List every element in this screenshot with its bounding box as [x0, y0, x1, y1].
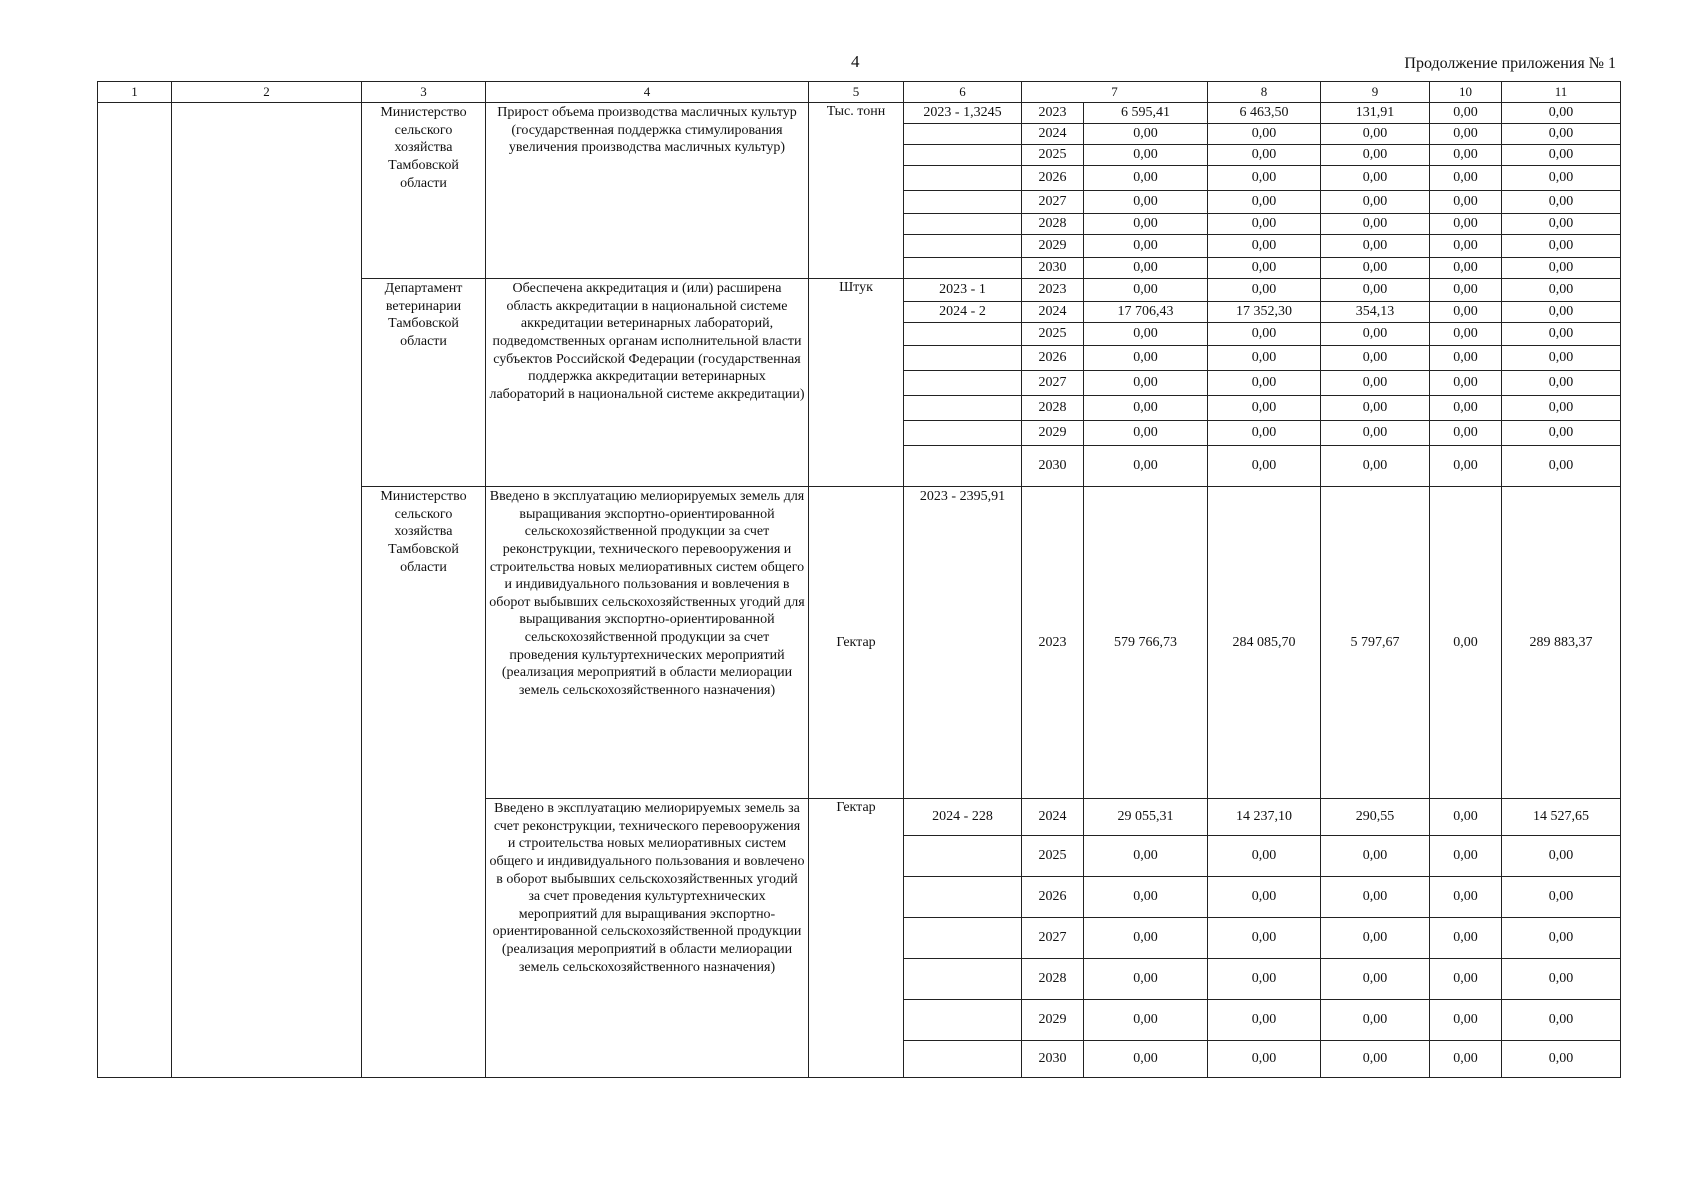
- appendix-table: [97, 81, 1621, 1078]
- value-cell: 0,00: [1430, 346, 1502, 371]
- value-cell: 0,00: [1502, 214, 1621, 235]
- value-cell: 0,00: [1430, 235, 1502, 258]
- year-cell: 2028: [1022, 959, 1084, 1000]
- value-cell: 0,00: [1321, 346, 1430, 371]
- value-cell: 0,00: [1084, 918, 1208, 959]
- page-number: 4: [851, 52, 860, 71]
- value-cell: 0,00: [1084, 214, 1208, 235]
- value-cell: 0,00: [1502, 446, 1621, 487]
- target-cell: [904, 346, 1022, 371]
- value-cell: 0,00: [1502, 346, 1621, 371]
- column-number: 10: [1430, 82, 1502, 103]
- executor-cell: Министерство сельского хозяйства Тамбовской области: [362, 103, 486, 279]
- executor-cell: Департамент ветеринарии Тамбовской области: [362, 279, 486, 487]
- value-cell: 0,00: [1321, 258, 1430, 279]
- value-cell: 0,00: [1430, 1000, 1502, 1041]
- value-cell: 0,00: [1321, 396, 1430, 421]
- indicator-cell: Введено в эксплуатацию мелиорируемых земель за счет реконструкции, технического перевооружения и строительства новых мелиоративных систем общего и индивидуального пользования и вовлечено в оборот выбывших сельскохозяйственных угодий за счет проведения культуртехнических мероприятий для выращивания экспортно-ориентированной сельскохозяйственной продукции (реализация мероприятий в области мелиорации земель сельскохозяйственного назначения): [486, 799, 809, 1078]
- target-cell: [904, 258, 1022, 279]
- value-cell: 0,00: [1502, 371, 1621, 396]
- value-cell: 0,00: [1430, 1041, 1502, 1078]
- value-cell: 6 463,50: [1208, 103, 1321, 124]
- value-cell: 0,00: [1208, 396, 1321, 421]
- year-cell: 2025: [1022, 323, 1084, 346]
- target-cell: [904, 191, 1022, 214]
- target-cell: [904, 877, 1022, 918]
- year-cell: 2026: [1022, 877, 1084, 918]
- value-cell: 0,00: [1084, 346, 1208, 371]
- value-cell: 0,00: [1502, 877, 1621, 918]
- value-cell: 0,00: [1208, 1000, 1321, 1041]
- year-cell: 2024: [1022, 302, 1084, 323]
- column-number-row: [98, 82, 1621, 103]
- target-cell: 2024 - 228: [904, 799, 1022, 836]
- value-cell: 0,00: [1208, 918, 1321, 959]
- value-cell: 0,00: [1208, 959, 1321, 1000]
- value-cell: 289 883,37: [1502, 487, 1621, 799]
- value-cell: 0,00: [1208, 877, 1321, 918]
- year-cell: 2027: [1022, 191, 1084, 214]
- executor-cell: Министерство сельского хозяйства Тамбовской области: [362, 487, 486, 1078]
- value-cell: 0,00: [1084, 124, 1208, 145]
- table-row: [98, 103, 1621, 124]
- column-number: 2: [172, 82, 362, 103]
- value-cell: 0,00: [1084, 421, 1208, 446]
- value-cell: 0,00: [1084, 166, 1208, 191]
- target-cell: [904, 124, 1022, 145]
- value-cell: 0,00: [1430, 145, 1502, 166]
- value-cell: 0,00: [1502, 421, 1621, 446]
- value-cell: 579 766,73: [1084, 487, 1208, 799]
- year-cell: 2025: [1022, 145, 1084, 166]
- value-cell: 0,00: [1321, 421, 1430, 446]
- value-cell: 0,00: [1321, 124, 1430, 145]
- value-cell: 0,00: [1208, 371, 1321, 396]
- year-cell: 2026: [1022, 166, 1084, 191]
- value-cell: 0,00: [1084, 235, 1208, 258]
- year-cell: 2029: [1022, 421, 1084, 446]
- value-cell: 0,00: [1084, 279, 1208, 302]
- value-cell: 17 352,30: [1208, 302, 1321, 323]
- value-cell: 0,00: [1321, 323, 1430, 346]
- unit-cell: Тыс. тонн: [809, 103, 904, 279]
- value-cell: 0,00: [1502, 103, 1621, 124]
- target-cell: [904, 396, 1022, 421]
- value-cell: 0,00: [1430, 166, 1502, 191]
- value-cell: 0,00: [1084, 323, 1208, 346]
- value-cell: 0,00: [1502, 279, 1621, 302]
- year-cell: 2027: [1022, 371, 1084, 396]
- value-cell: 0,00: [1502, 166, 1621, 191]
- year-cell: 2030: [1022, 258, 1084, 279]
- value-cell: 5 797,67: [1321, 487, 1430, 799]
- value-cell: 0,00: [1208, 191, 1321, 214]
- year-cell: 2030: [1022, 1041, 1084, 1078]
- indicator-cell: Обеспечена аккредитация и (или) расширена область аккредитации в национальной системе аккредитации ветеринарных лабораторий, подведомственных органам исполнительной власти субъектов Российской Федерации (государственная поддержка аккредитации ветеринарных лабораторий в национальной системе аккредитации): [486, 279, 809, 487]
- target-cell: [904, 421, 1022, 446]
- column-number: 6: [904, 82, 1022, 103]
- value-cell: 0,00: [1430, 836, 1502, 877]
- col2-cell: [172, 103, 362, 1078]
- value-cell: 0,00: [1321, 166, 1430, 191]
- year-cell: 2028: [1022, 214, 1084, 235]
- value-cell: 0,00: [1430, 446, 1502, 487]
- target-cell: [904, 918, 1022, 959]
- column-number: 9: [1321, 82, 1430, 103]
- value-cell: 0,00: [1084, 959, 1208, 1000]
- column-number: 5: [809, 82, 904, 103]
- value-cell: 0,00: [1430, 103, 1502, 124]
- value-cell: 284 085,70: [1208, 487, 1321, 799]
- value-cell: 0,00: [1321, 959, 1430, 1000]
- value-cell: 0,00: [1430, 918, 1502, 959]
- value-cell: 0,00: [1430, 487, 1502, 799]
- value-cell: 0,00: [1430, 877, 1502, 918]
- value-cell: 0,00: [1084, 446, 1208, 487]
- value-cell: 0,00: [1208, 446, 1321, 487]
- year-cell: 2026: [1022, 346, 1084, 371]
- value-cell: 0,00: [1502, 302, 1621, 323]
- value-cell: 0,00: [1084, 371, 1208, 396]
- target-cell: [904, 1000, 1022, 1041]
- value-cell: 0,00: [1502, 1000, 1621, 1041]
- value-cell: 0,00: [1208, 166, 1321, 191]
- unit-cell: Гектар: [809, 487, 904, 799]
- value-cell: 0,00: [1502, 124, 1621, 145]
- unit-cell: Штук: [809, 279, 904, 487]
- unit-cell: Гектар: [809, 799, 904, 1078]
- value-cell: 0,00: [1430, 258, 1502, 279]
- value-cell: 0,00: [1430, 421, 1502, 446]
- indicator-cell: Введено в эксплуатацию мелиорируемых земель для выращивания экспортно-ориентированной сельскохозяйственной продукции за счет реконструкции, технического перевооружения и строительства новых мелиоративных систем общего и индивидуального пользования и вовлечения в оборот выбывших сельскохозяйственных угодий для выращивания экспортно-ориентированной сельскохозяйственной продукции за счет проведения культуртехнических мероприятий (реализация мероприятий в области мелиорации земель сельскохозяйственного назначения): [486, 487, 809, 799]
- value-cell: 0,00: [1502, 836, 1621, 877]
- target-cell: [904, 836, 1022, 877]
- indicator-cell: Прирост объема производства масличных культур (государственная поддержка стимулирования увеличения производства масличных культур): [486, 103, 809, 279]
- value-cell: 0,00: [1430, 371, 1502, 396]
- value-cell: 0,00: [1208, 124, 1321, 145]
- value-cell: 0,00: [1084, 258, 1208, 279]
- value-cell: 0,00: [1208, 323, 1321, 346]
- target-cell: [904, 446, 1022, 487]
- target-cell: [904, 959, 1022, 1000]
- value-cell: 0,00: [1208, 235, 1321, 258]
- target-cell: [904, 371, 1022, 396]
- value-cell: 0,00: [1321, 235, 1430, 258]
- value-cell: 0,00: [1321, 214, 1430, 235]
- target-cell: [904, 323, 1022, 346]
- value-cell: 0,00: [1208, 1041, 1321, 1078]
- column-number: 11: [1502, 82, 1621, 103]
- value-cell: 354,13: [1321, 302, 1430, 323]
- value-cell: 0,00: [1502, 235, 1621, 258]
- continuation-note: Продолжение приложения № 1: [1404, 55, 1616, 72]
- target-cell: 2023 - 2395,91: [904, 487, 1022, 799]
- value-cell: 0,00: [1430, 124, 1502, 145]
- year-cell: 2027: [1022, 918, 1084, 959]
- value-cell: 0,00: [1084, 1041, 1208, 1078]
- year-cell: 2024: [1022, 799, 1084, 836]
- value-cell: 0,00: [1321, 191, 1430, 214]
- target-cell: [904, 166, 1022, 191]
- value-cell: 0,00: [1321, 371, 1430, 396]
- target-cell: [904, 235, 1022, 258]
- value-cell: 0,00: [1502, 396, 1621, 421]
- value-cell: 0,00: [1321, 877, 1430, 918]
- year-cell: 2023: [1022, 487, 1084, 799]
- value-cell: 0,00: [1430, 279, 1502, 302]
- value-cell: 0,00: [1208, 258, 1321, 279]
- value-cell: 0,00: [1084, 145, 1208, 166]
- value-cell: 0,00: [1430, 191, 1502, 214]
- value-cell: 0,00: [1321, 279, 1430, 302]
- year-cell: 2024: [1022, 124, 1084, 145]
- value-cell: 14 237,10: [1208, 799, 1321, 836]
- column-number: 8: [1208, 82, 1321, 103]
- value-cell: 0,00: [1208, 836, 1321, 877]
- value-cell: 0,00: [1208, 346, 1321, 371]
- value-cell: 0,00: [1321, 836, 1430, 877]
- value-cell: 290,55: [1321, 799, 1430, 836]
- year-cell: 2023: [1022, 103, 1084, 124]
- target-cell: [904, 145, 1022, 166]
- column-number: 1: [98, 82, 172, 103]
- value-cell: 0,00: [1502, 323, 1621, 346]
- value-cell: 0,00: [1208, 214, 1321, 235]
- value-cell: 0,00: [1084, 1000, 1208, 1041]
- target-cell: 2024 - 2: [904, 302, 1022, 323]
- target-cell: [904, 214, 1022, 235]
- year-cell: 2023: [1022, 279, 1084, 302]
- value-cell: 6 595,41: [1084, 103, 1208, 124]
- value-cell: 14 527,65: [1502, 799, 1621, 836]
- value-cell: 0,00: [1430, 396, 1502, 421]
- column-number: 3: [362, 82, 486, 103]
- year-cell: 2028: [1022, 396, 1084, 421]
- value-cell: 0,00: [1321, 446, 1430, 487]
- value-cell: 0,00: [1502, 959, 1621, 1000]
- target-cell: 2023 - 1: [904, 279, 1022, 302]
- year-cell: 2029: [1022, 1000, 1084, 1041]
- value-cell: 0,00: [1430, 959, 1502, 1000]
- value-cell: 0,00: [1502, 258, 1621, 279]
- value-cell: 0,00: [1430, 214, 1502, 235]
- target-cell: [904, 1041, 1022, 1078]
- column-number: 7: [1022, 82, 1208, 103]
- col1-cell: [98, 103, 172, 1078]
- value-cell: 0,00: [1430, 323, 1502, 346]
- value-cell: 0,00: [1321, 918, 1430, 959]
- value-cell: 0,00: [1084, 191, 1208, 214]
- value-cell: 0,00: [1084, 836, 1208, 877]
- value-cell: 0,00: [1321, 1000, 1430, 1041]
- value-cell: 0,00: [1502, 918, 1621, 959]
- value-cell: 29 055,31: [1084, 799, 1208, 836]
- value-cell: 0,00: [1502, 145, 1621, 166]
- column-number: 4: [486, 82, 809, 103]
- value-cell: 0,00: [1208, 421, 1321, 446]
- value-cell: 0,00: [1208, 279, 1321, 302]
- value-cell: 0,00: [1321, 1041, 1430, 1078]
- year-cell: 2030: [1022, 446, 1084, 487]
- value-cell: 0,00: [1430, 302, 1502, 323]
- value-cell: 0,00: [1084, 877, 1208, 918]
- value-cell: 0,00: [1321, 145, 1430, 166]
- value-cell: 17 706,43: [1084, 302, 1208, 323]
- value-cell: 0,00: [1430, 799, 1502, 836]
- value-cell: 0,00: [1084, 396, 1208, 421]
- target-cell: 2023 - 1,3245: [904, 103, 1022, 124]
- value-cell: 0,00: [1502, 1041, 1621, 1078]
- year-cell: 2029: [1022, 235, 1084, 258]
- value-cell: 0,00: [1208, 145, 1321, 166]
- value-cell: 0,00: [1502, 191, 1621, 214]
- value-cell: 131,91: [1321, 103, 1430, 124]
- year-cell: 2025: [1022, 836, 1084, 877]
